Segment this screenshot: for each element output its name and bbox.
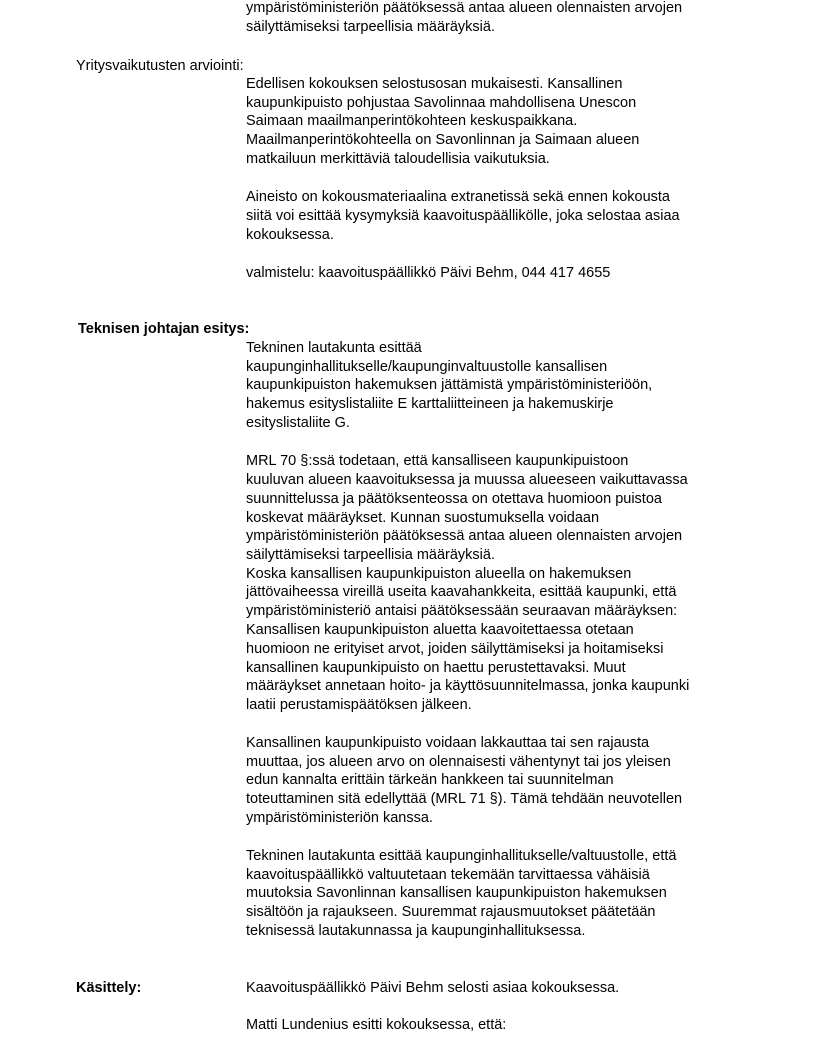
text-line: esityslistaliite G. [246,415,350,431]
text-line: hakemus esityslistaliite E karttaliitteineen ja hakemuskirje [246,396,614,412]
text-line: matkailuun merkittäviä taloudellisia vaikutuksia. [246,151,550,167]
text-line: Tekninen lautakunta esittää kaupunginhallitukselle/valtuustolle, että [246,848,677,864]
text-line: suunnittelussa ja päätöksenteossa on otettava huomioon puistoa [246,491,662,507]
text-line: edun kannalta erittäin tärkeän hankkeen tai suunnitelman [246,772,614,788]
text-line: Tekninen lautakunta esittää [246,340,422,356]
text-line: ympäristöministeriön päätöksessä antaa alueen olennaisten arvojen [246,0,683,16]
text-line: Maailmanperintökohteella on Savonlinnan ja Saimaan alueen [246,132,640,148]
text-line: säilyttämiseksi tarpeellisia määräyksiä. [246,547,495,563]
text-line: säilyttämiseksi tarpeellisia määräyksiä. [246,19,495,35]
text-line: kuuluvan alueen kaavoituksessa ja muussa alueeseen vaikuttavassa [246,472,688,488]
text-line: Saimaan maailmanperintökohteen keskuspaikkana. [246,113,578,129]
text-line: jättövaiheessa vireillä useita kaavahankkeita, esittää kaupunki, että [246,584,677,600]
text-line: Koska kansallisen kaupunkipuiston alueella on hakemuksen [246,566,632,582]
text-line: Edellisen kokouksen selostusosan mukaisesti. Kansallinen [246,76,623,92]
text-line: siitä voi esittää kysymyksiä kaavoituspäällikölle, joka selostaa asiaa [246,208,680,224]
text-line: toteuttaminen sitä edellyttää (MRL 71 §). Tämä tehdään neuvotellen [246,791,683,807]
text-line: Kansallisen kaupunkipuiston aluetta kaavoitettaessa otetaan [246,622,634,638]
section-label-kasittely: Käsittely: [76,980,142,996]
text-line: Kansallinen kaupunkipuisto voidaan lakkauttaa tai sen rajausta [246,735,650,751]
text-line: muutoksia Savonlinnan kansallisen kaupunkipuiston hakemuksen [246,885,667,901]
text-line: määräykset annetaan hoito- ja käyttösuunnitelmassa, jonka kaupunki [246,678,690,694]
text-line: MRL 70 §:ssä todetaan, että kansalliseen kaupunkipuistoon [246,453,629,469]
text-line: laatii perustamispäätöksen jälkeen. [246,697,472,713]
text-line: Kaavoituspäällikkö Päivi Behm selosti asiaa kokouksessa. [246,980,620,996]
text-line: kansallinen kaupunkipuisto on haettu perustettavaksi. Muut [246,660,626,676]
text-line: kaupunkipuiston hakemuksen jättämistä ympäristöministeriöön, [246,377,653,393]
text-line: kaavoituspäällikkö valtuutetaan tekemään tarvittaessa vähäisiä [246,867,650,883]
text-line: sisältöön ja rajaukseen. Suuremmat rajausmuutokset päätetään [246,904,656,920]
text-line: kokouksessa. [246,227,334,243]
text-line: teknisessä lautakunnassa ja kaupunginhallituksessa. [246,923,586,939]
text-line: ympäristöministeriön kanssa. [246,810,433,826]
text-line: valmistelu: kaavoituspäällikkö Päivi Behm, 044 417 4655 [246,265,611,281]
text-line: Matti Lundenius esitti kokouksessa, että: [246,1017,507,1033]
text-line: kaupunginhallitukselle/kaupunginvaltuustolle kansallisen [246,359,608,375]
text-line: huomioon ne erityiset arvot, joiden säilyttämiseksi ja hoitamiseksi [246,641,664,657]
section-label-esitys: Teknisen johtajan esitys: [78,321,250,337]
text-line: muuttaa, jos alueen arvo on olennaisesti vähentynyt tai jos yleisen [246,754,671,770]
section-label-yritysvaikutukset: Yritysvaikutusten arviointi: [76,58,244,74]
text-line: kaupunkipuisto pohjustaa Savolinnaa mahdollisena Unescon [246,95,637,111]
text-line: koskevat määräykset. Kunnan suostumuksella voidaan [246,510,600,526]
text-line: ympäristöministeriön päätöksessä antaa alueen olennaisten arvojen [246,528,683,544]
text-line: Aineisto on kokousmateriaalina extranetissä sekä ennen kokousta [246,189,670,205]
text-line: ympäristöministeriö antaisi päätöksessään seuraavan määräyksen: [246,603,678,619]
